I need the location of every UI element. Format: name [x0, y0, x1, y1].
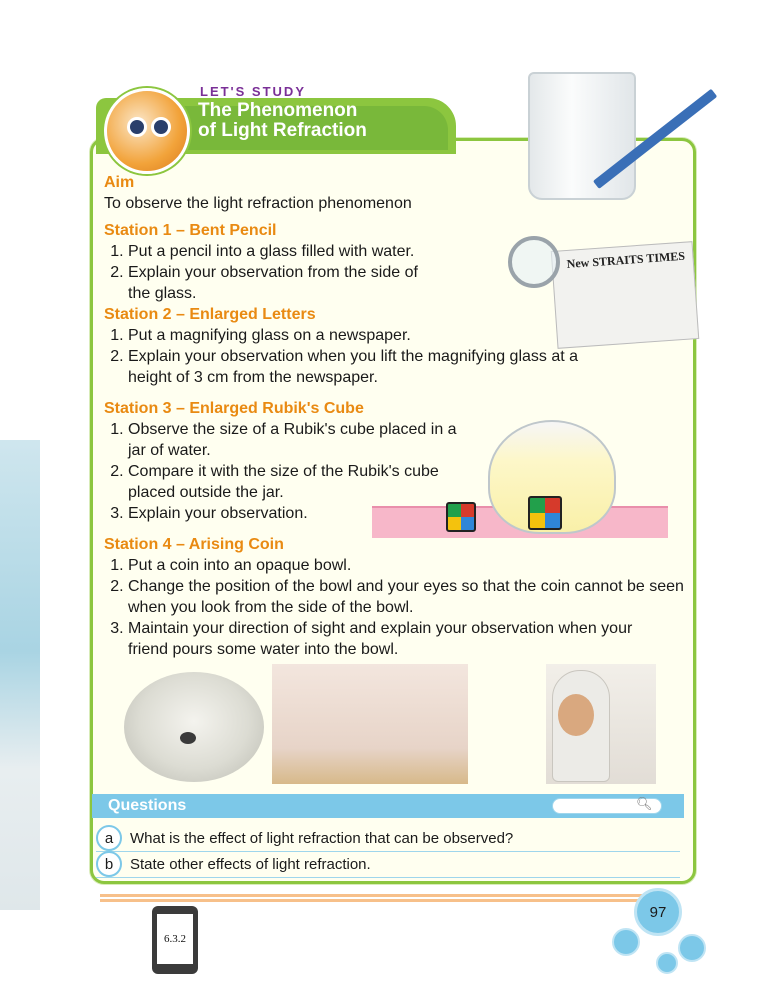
tablet-code: 6.3.2: [157, 914, 193, 964]
station4-heading: Station 4 – Arising Coin: [104, 536, 284, 553]
mascot-eye: [127, 117, 147, 137]
footer-rule: [100, 894, 660, 897]
list-item: 2. Explain your observation from the side of the glass.: [128, 262, 438, 304]
station2-steps: [104, 325, 688, 388]
question-letter-badge: b: [96, 851, 122, 877]
list-item: 2. Compare it with the size of the Rubik's cube placed outside the jar.: [128, 461, 458, 503]
page-title-line2: of Light Refraction: [198, 120, 367, 141]
questions-heading: Questions: [108, 797, 187, 814]
list-item: 2. Change the position of the bowl and your eyes so that the coin cannot be seen when you look from the side of the bowl.: [128, 576, 688, 618]
molecule-atom-icon: [656, 952, 678, 974]
main-content: [104, 172, 688, 660]
robot-mascot-icon: [104, 88, 190, 174]
list-item: 1. Put a coin into an opaque bowl.: [128, 555, 688, 576]
list-item: 3. Explain your observation.: [128, 503, 688, 524]
aim-text: To observe the light refraction phenomenon: [104, 195, 412, 212]
magnifier-icon: 🔍︎: [636, 796, 653, 811]
question-divider: [96, 877, 680, 878]
footer-rule: [100, 899, 660, 902]
student-face: [558, 694, 594, 736]
molecule-atom-icon: [678, 934, 706, 962]
station4-steps: [104, 555, 688, 660]
station3-heading: Station 3 – Enlarged Rubik's Cube: [104, 400, 364, 417]
question-text: State other effects of light refraction.: [130, 855, 371, 873]
station2-heading: Station 2 – Enlarged Letters: [104, 306, 316, 323]
list-item: 2. Explain your observation when you lift the magnifying glass at a height of 3 cm from the newspaper.: [128, 346, 618, 388]
lets-study-kicker: LET'S STUDY: [200, 84, 306, 99]
question-letter-badge: a: [96, 825, 122, 851]
question-row-b: [96, 852, 371, 876]
question-row-a: [96, 826, 513, 850]
station3-steps: [104, 419, 688, 524]
mascot-eye: [151, 117, 171, 137]
coin-in-bowl: [180, 732, 196, 744]
list-item: 1. Observe the size of a Rubik's cube placed in a jar of water.: [128, 419, 458, 461]
pouring-water-photo: [272, 664, 468, 784]
station1-heading: Station 1 – Bent Pencil: [104, 222, 277, 239]
left-edge-decoration: [0, 440, 40, 910]
page-title-line1: The Phenomenon: [198, 100, 358, 121]
list-item: 1. Put a magnifying glass on a newspaper.: [128, 325, 688, 346]
molecule-atom-icon: [612, 928, 640, 956]
question-text: What is the effect of light refraction that can be observed?: [130, 829, 514, 847]
aim-heading: Aim: [104, 174, 135, 191]
page-title: [198, 101, 367, 141]
newspaper-masthead: New STRAITS TIMES: [566, 248, 686, 271]
station1-steps: [104, 241, 688, 304]
page-number: 97: [634, 888, 682, 936]
list-item: 3. Maintain your direction of sight and explain your observation when your friend pours some water into the bowl.: [128, 618, 658, 660]
opaque-bowl-photo: [124, 672, 264, 782]
list-item: 1. Put a pencil into a glass filled with water.: [128, 241, 688, 262]
